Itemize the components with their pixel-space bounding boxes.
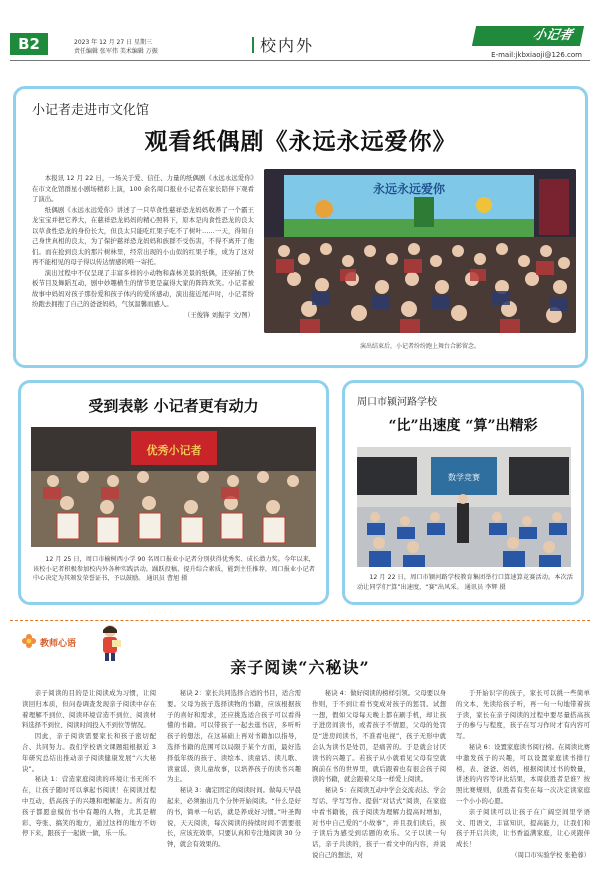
banner-text: 优秀小记者	[146, 444, 202, 457]
page-number: B2	[10, 33, 48, 55]
column-headline: 亲子阅读“六秘诀”	[230, 658, 370, 677]
story-headline: 受到表彰 小记者更有动力	[88, 397, 259, 415]
paragraph: 秘诀 1：营造家庭阅读的环境让书无所不在，让孩子随时可以拿起书阅读！在阅读过程中互动，搭高孩子的兴趣和理解能力。所有的孩子都愿意模仿书中有趣的人物，尤其是精彩、夸张、搞笑的地方，通过这样的地方不妨停下来，跟孩子一起做一做，乐一乐。	[22, 775, 156, 838]
paragraph: 秘诀 4：做好阅读的榜样引领。父母要以身作则，于不到让看书变成对孩子的惩罚。试想一想，假如父母每天晚上都在刷手机，却让孩子进房间读书，或者孩子不情愿，父母的处罚是“进房间读书，不准看电视”，孩子无形中就会认为读书是处罚，是痛苦的。于是就会讨厌读书的兴趣了。若孩子从小就看见父母有空就胸前在书的世界里，就后跟着也有很会孩子阅读的书籍，就会跟着父母一样爱上阅读。	[312, 689, 446, 784]
awards-group-photo	[31, 427, 316, 547]
column-text-col-3	[312, 688, 446, 861]
paragraph: 本报讯 12 月 22 日，一场关于爱、信任、力量的纸偶剧《永远永远爱你》在市文化馆群星小剧场精彩上演，100 余名周口报业小记者在家长陪伴下观看了演出。	[32, 174, 254, 203]
paragraph: 亲子阅读的目的是让阅读成为习惯，让阅读回归本质，但问卷调查发现亲子阅读中存在着理解不到位、阅读环境营造不到位、阅读材料选择不到位、阅读时间投入不到位等情况。	[22, 689, 156, 730]
page-header	[0, 0, 600, 66]
paragraph: 演出过程中不仅呈现了丰富多样的小动物和森林美景的纸偶，还穿插了快板节目及舞蹈互动，剧中妙趣横生的情节更是赢得大家的阵阵欢笑。小记者被故事中妈妈对孩子那份爱和孩子体内的爱所感动，演出接近尾声时，小记者纷纷跑去拥抱了自己的爸爸妈妈，气氛温馨而感人。	[32, 268, 254, 308]
awards-photo-illustration	[31, 427, 316, 547]
issue-date: 2023 年 12 月 27 日 星期三	[74, 39, 152, 46]
classroom-photo	[357, 447, 571, 567]
story-kicker: 周口市颍河路学校	[357, 397, 437, 408]
paragraph: 秘诀 2：家长共同选择合适的书目，适合需要。父母为孩子选择读物的书籍，应该根据孩子的喜好和需求，还应挑选适合孩子可以看得懂的书籍。可以带孩子一起去逛书店，多听听孩子的想法，在这基础上再对书籍加以指导，选择书籍的范围可以局限于某个方面，最好选择低年级的孩子、读绘本、读童话、读儿歌、读童谣、读儿童故事，以培养孩子的读书兴趣为主。	[167, 689, 301, 784]
story-math-contest	[342, 380, 584, 605]
paragraph: 于开始识字的孩子，家长可以挑一些简单的文本，先读给孩子听，再一句一句地带着孩子读，家长在亲子阅读的过程中要尽量搭高孩子的参与与程度，孩子在写习作时才有内容可写。	[456, 689, 590, 741]
issue-meta	[74, 38, 158, 56]
paragraph: 秘诀 3：确定固定的阅读时间。做每天早晨起来，必须抽出几个分钟开始阅读。“什么是好的书，简单一句话，就是养成好习惯。”叶圣陶说，天天阅读，每次阅读的持续时间不需要很长，应该充效率，只要认真和专注地阅读 30 分钟，就会有效果的。	[167, 786, 301, 849]
section-title	[246, 33, 314, 56]
byline: （周口市实验学校 张艳蓉）	[511, 850, 590, 859]
editor-credits: 责任编辑 张军伟 美术编辑 万振	[74, 48, 158, 55]
screen-text: 数学竞赛	[448, 473, 480, 482]
column-text-col-4	[456, 688, 590, 861]
paragraph: 纸偶剧《永远永远爱你》讲述了一只草食性慈祥恐龙妈妈收养了一个霸王龙宝宝并把它养大，在慈祥恐龙妈妈的精心照料下，原本是肉食性恐龙的良太以草食性恐龙的身份长大，但良太只能吃红果子吃不了树叶……一天，得知自己身世真相的良太，为了保护慈祥恐龙妈妈和族群不受伤害，不得不离开了他们。而在抢到良太的那片树林里，经常出现的小山似的红果子堆，成为了这对再不能相见的母子得以传达情感的唯一寄托。	[32, 205, 254, 266]
column-text-col-1	[22, 688, 156, 839]
column-tag: 教师心语	[40, 639, 77, 649]
paragraph: 亲子阅读可以让孩子在广阔空间里学语文、用语文，丰富知识，提高能力，让我们和孩子开启共读，让书香溢满家庭，让心灵跟伴成长！	[456, 807, 590, 849]
story-body	[32, 173, 254, 320]
story-headline: “比”出速度 “算”出精彩	[388, 418, 538, 434]
classroom-photo-illustration	[357, 447, 571, 567]
story-body: 12 月 25 日，周口市榆树西小学 90 名周口报业小记者分别获得优秀奖、成长潜力奖。今年以来，该校小记者积极参加校内外各种实践活动，踊跃投稿，提升综合素质，能到主任推荐，周口报业小记者中心决定为其颁发荣誉证书，予以鼓励。 通讯员 曹旭 摄	[33, 556, 315, 583]
column-logo: 小记者	[472, 26, 584, 46]
story-headline: 观看纸偶剧《永远永远爱你》	[144, 128, 457, 155]
story-puppet-show	[13, 86, 588, 368]
contact-email: E-mail:jkbxiaoji@126.com	[491, 51, 582, 59]
stage-group-photo	[264, 169, 576, 333]
photo-caption: 演出结束后，小记者纷纷跑上舞台合影留念。	[359, 343, 480, 350]
paragraph: 因此，亲子阅读需要家长和孩子密切配合、共同努力。我们学校语文课题组根据近 3 年研究总结出推动亲子阅读健康发展“六大秘诀”。	[22, 732, 156, 773]
story-kicker: 小记者走进市文化馆	[32, 103, 150, 118]
stage-photo-illustration	[264, 169, 576, 333]
column-divider	[10, 620, 590, 621]
flower-icon	[22, 634, 36, 648]
banner-text: 永远永远爱你	[372, 182, 446, 196]
paragraph: 秘诀 6：设置家庭读书阅行榜。在阅读比赛中激发孩子的兴趣，可以设置家庭读书排行榜，表、爸爸、妈妈，根据阅读过书的数量，讲述的内容等评比结果，本周获胜者是谁？按照比赛规则，获胜者有奖在每一次决定读家庭一个小小的心愿。	[456, 742, 590, 805]
story-awards	[18, 380, 329, 605]
byline: （王俊锋 刘振宇 文/图）	[183, 310, 254, 319]
paragraph: 秘诀 5：在阅读互动中学会交流表达、学会写话、学写写作。提倡“对话式”阅读，在家庭中看书籍後，孩子阅读为理解力提高时增加，对书中自己爱的“小故事”，并且我们读后，孩子读后为感受到话题的欢乐。父子以读一句话，亲子共读的，孩子一看文中的内容，并说说自己的想法，对	[312, 786, 446, 859]
divider	[252, 37, 254, 53]
header-rule	[10, 60, 590, 61]
column-text-col-2	[167, 688, 301, 850]
section-label: 校内外	[260, 36, 315, 55]
story-body: 12 月 22 日，周口市颍河路学校教育集团举行口算速算竞赛活动。本次活动让同学们“算”出速度，“赛”出风采。 通讯员 李辉 摄	[357, 574, 573, 591]
